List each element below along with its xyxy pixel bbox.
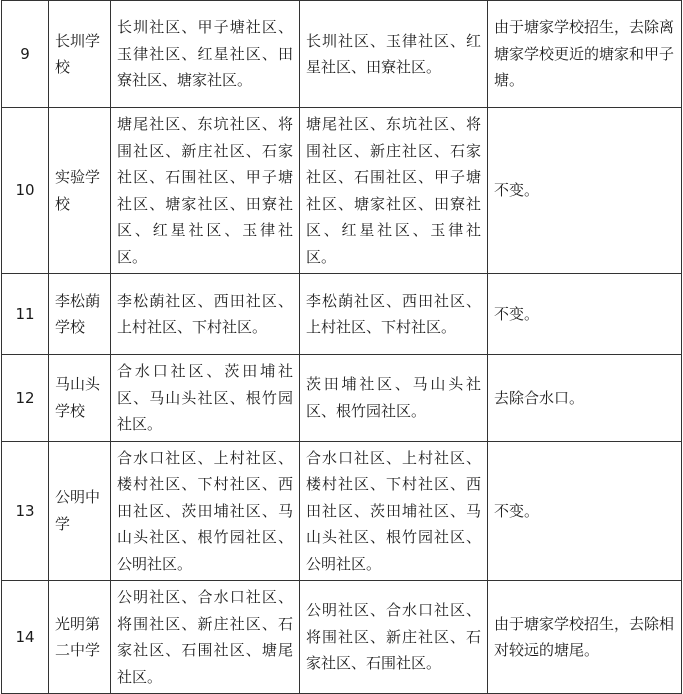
school-name: 李松蓢学校 xyxy=(49,274,111,355)
table-row xyxy=(2,274,682,355)
row-number: 13 xyxy=(2,441,49,581)
adjusted-area: 塘尾社区、东坑社区、将围社区、新庄社区、石家社区、石围社区、甲子塘社区、塘家社区、田寮社区、红星社区、玉律社区。 xyxy=(300,108,488,274)
adjustment-note: 去除合水口。 xyxy=(488,355,682,442)
table-row xyxy=(2,1,682,108)
original-area: 李松蓢社区、西田社区、上村社区、下村社区。 xyxy=(111,274,300,355)
school-name: 长圳学校 xyxy=(49,1,111,108)
adjustment-note: 由于塘家学校招生，去除相对较远的塘尾。 xyxy=(488,581,682,694)
row-number: 14 xyxy=(2,581,49,694)
adjustment-note: 不变。 xyxy=(488,441,682,581)
school-name: 马山头学校 xyxy=(49,355,111,442)
school-name: 光明第二中学 xyxy=(49,581,111,694)
school-name: 实验学校 xyxy=(49,108,111,274)
adjustment-note: 不变。 xyxy=(488,108,682,274)
table-row xyxy=(2,441,682,581)
adjusted-area: 合水口社区、上村社区、楼村社区、下村社区、西田社区、茨田埔社区、马山头社区、根竹园社区、公明社区。 xyxy=(300,441,488,581)
row-number: 11 xyxy=(2,274,49,355)
adjustment-note: 由于塘家学校招生，去除离塘家学校更近的塘家和甲子塘。 xyxy=(488,1,682,108)
row-number: 9 xyxy=(2,1,49,108)
original-area: 合水口社区、茨田埔社区、马山头社区、根竹园社区。 xyxy=(111,355,300,442)
table-row xyxy=(2,355,682,442)
row-number: 10 xyxy=(2,108,49,274)
adjusted-area: 长圳社区、玉律社区、红星社区、田寮社区。 xyxy=(300,1,488,108)
table-row xyxy=(2,581,682,694)
original-area: 长圳社区、甲子塘社区、玉律社区、红星社区、田寮社区、塘家社区。 xyxy=(111,1,300,108)
school-name: 公明中学 xyxy=(49,441,111,581)
adjustment-note: 不变。 xyxy=(488,274,682,355)
original-area: 塘尾社区、东坑社区、将围社区、新庄社区、石家社区、石围社区、甲子塘社区、塘家社区、田寮社区、红星社区、玉律社区。 xyxy=(111,108,300,274)
original-area: 公明社区、合水口社区、将围社区、新庄社区、石家社区、石围社区、塘尾社区。 xyxy=(111,581,300,694)
original-area: 合水口社区、上村社区、楼村社区、下村社区、西田社区、茨田埔社区、马山头社区、根竹园社区、公明社区。 xyxy=(111,441,300,581)
row-number: 12 xyxy=(2,355,49,442)
adjusted-area: 公明社区、合水口社区、将围社区、新庄社区、石家社区、石围社区。 xyxy=(300,581,488,694)
adjusted-area: 李松蓢社区、西田社区、上村社区、下村社区。 xyxy=(300,274,488,355)
table-row xyxy=(2,108,682,274)
school-district-table xyxy=(1,0,682,694)
adjusted-area: 茨田埔社区、马山头社区、根竹园社区。 xyxy=(300,355,488,442)
